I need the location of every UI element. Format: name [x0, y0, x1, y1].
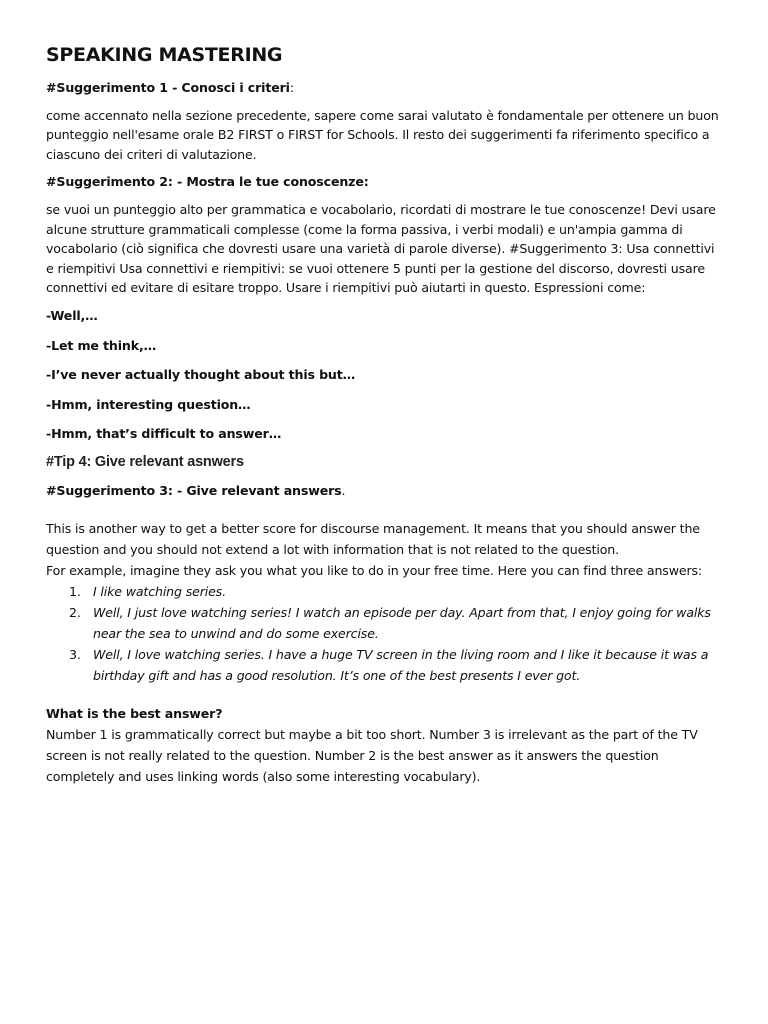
answer-number: 3. [69, 646, 81, 662]
tip1-body: come accennato nella sezione precedente, sapere come sarai valutato è fondamentale per ottenere un buon punteggio nell'esame orale B2 FIRST o FIRST for Schools. Il resto dei suggerimenti fa riferimento specifico a ciascuno dei criteri di valutazione. [46, 107, 719, 162]
conclusion-paragraph: Number 1 is grammatically correct but maybe a bit too short. Number 3 is irrelevant as the part of the TV screen is not really related to the question. Number 2 is the best answer as it answers the question completely and uses linking words (also some interesting vocabulary). [46, 726, 698, 784]
answer-number: 1. [69, 583, 81, 599]
tip1-heading-tail: : [289, 80, 294, 95]
answer-text: I like watching series. [93, 583, 226, 599]
tip4-heading: #Tip 4: Give relevant asnwers [46, 453, 244, 470]
filler-item: -Hmm, interesting question… [46, 396, 251, 412]
document-title: SPEAKING MASTERING [46, 44, 283, 66]
document-page [46, 40, 722, 787]
answer-text: Well, I just love watching series! I watch an episode per day. Apart from that, I enjoy going for walks near the sea to unwind and do some exercise. [93, 604, 711, 641]
answer-item [46, 581, 722, 602]
filler-item: -Let me think,… [46, 337, 157, 353]
tip4-paragraph-1: This is another way to get a better score for discourse management. It means that you should answer the question and you should not extend a lot with information that is not related to the question. [46, 520, 700, 557]
tip4-subheading-tail: . [341, 482, 346, 498]
tip1-heading-bold: #Suggerimento 1 - Conosci i criteri [46, 80, 290, 95]
tip4-subheading-bold: #Suggerimento 3: - Give relevant answers [46, 482, 342, 498]
tip2-heading: #Suggerimento 2: - Mostra le tue conoscenze: [46, 174, 369, 190]
tip1-heading [46, 78, 722, 98]
answer-text: Well, I love watching series. I have a huge TV screen in the living room and I like it because it was a birthday gift and has a good resolution. It’s one of the best presents I ever got. [93, 646, 709, 683]
tip4-subheading [46, 481, 722, 501]
answer-item [46, 644, 722, 686]
answers-list [46, 581, 722, 686]
answer-number: 2. [69, 604, 81, 620]
best-answer-question: What is the best answer? [46, 705, 223, 721]
tip4-paragraph-2: For example, imagine they ask you what you like to do in your free time. Here you can find three answers: [46, 562, 702, 578]
filler-item: -Well,… [46, 307, 98, 323]
tip2-body: se vuoi un punteggio alto per grammatica e vocabolario, ricordati di mostrare le tue conoscenze! Devi usare alcune strutture grammaticali complesse (come la forma passiva, i verbi modali) e un'ampia gamma di vocabolario (ciò significa che dovresti usare una varietà di parole diverse). #Suggerimento 3: Usa connettivi e riempitivi Usa connettivi e riempitivi: se vuoi ottenere 5 punti per la gestione del discorso, dovresti usare connettivi ed evitare di esitare troppo. Usare i riempitivi può aiutarti in questo. Espressioni come: [46, 201, 716, 296]
filler-item: -I’ve never actually thought about this but… [46, 367, 356, 383]
filler-item: -Hmm, that’s difficult to answer… [46, 426, 282, 442]
answer-item [46, 602, 722, 644]
